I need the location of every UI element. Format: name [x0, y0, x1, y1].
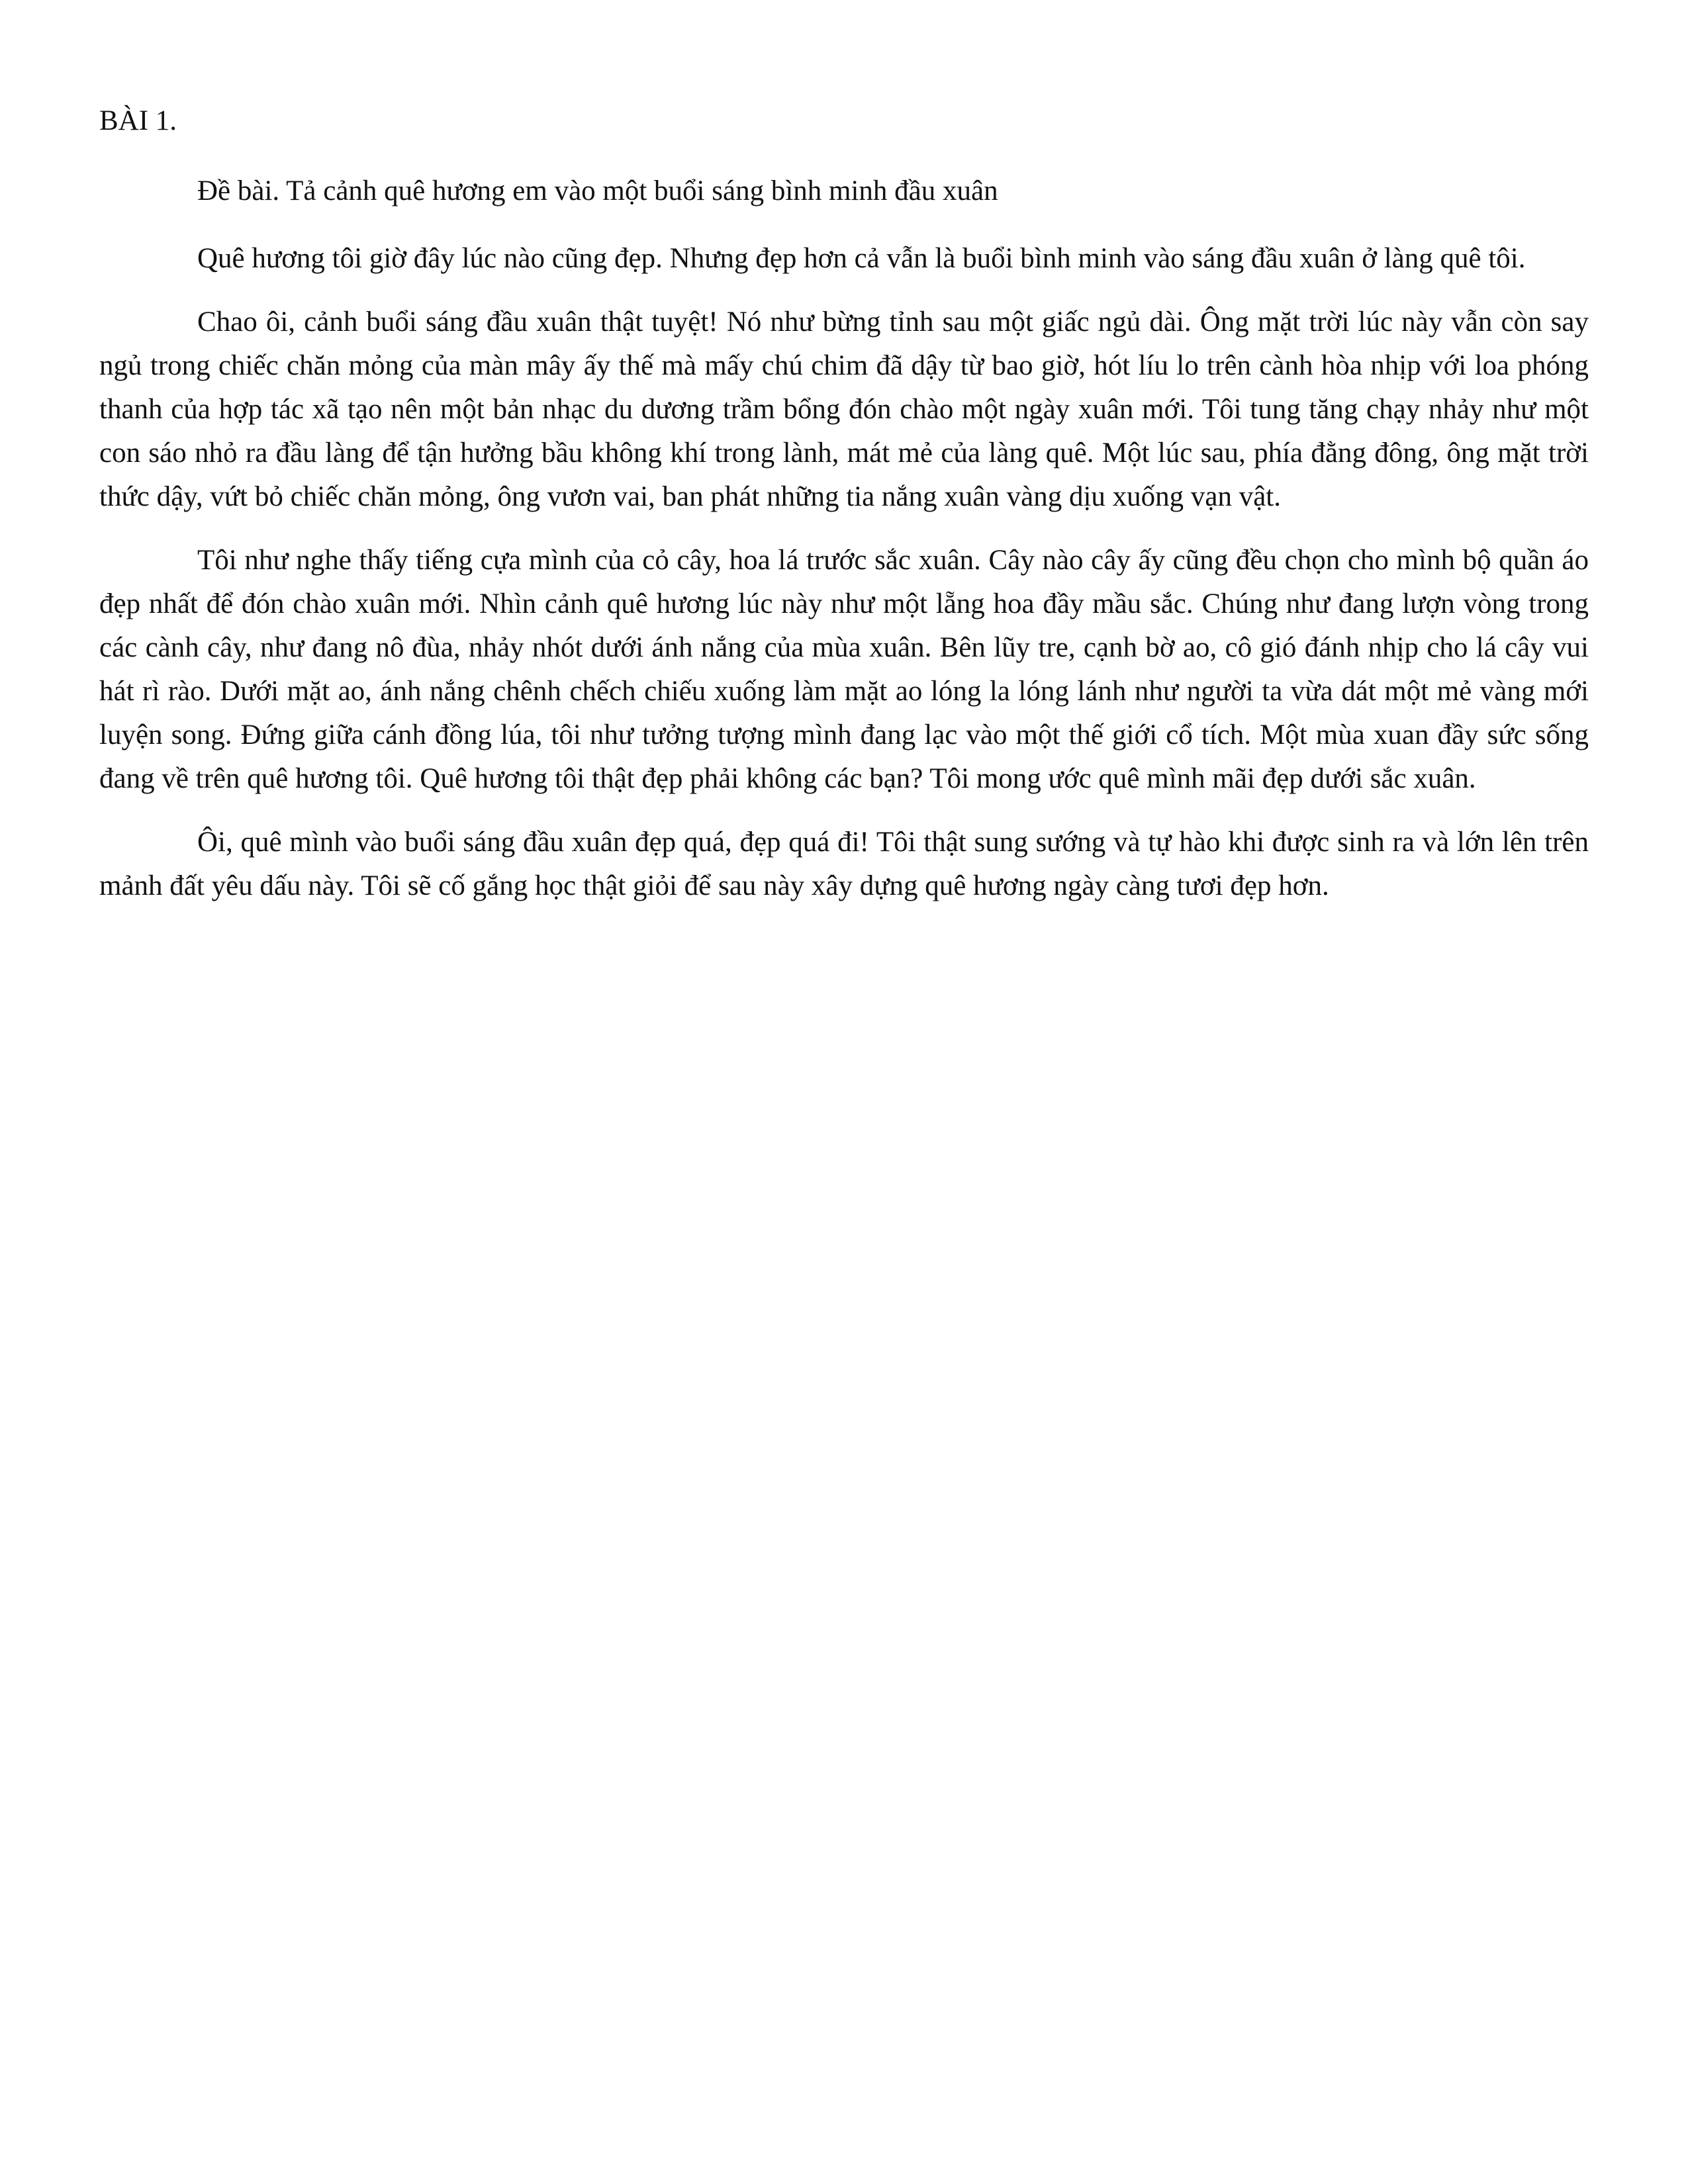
paragraph-intro: Quê hương tôi giờ đây lúc nào cũng đẹp. Nhưng đẹp hơn cả vẫn là buổi bình minh vào sáng đầu xuân ở làng quê tôi. [197, 243, 1526, 274]
document-page [99, 99, 1589, 928]
lesson-heading: BÀI 1. [99, 105, 177, 136]
essay-topic: Đề bài. Tả cảnh quê hương em vào một buổi sáng bình minh đầu xuân [197, 175, 998, 206]
paragraph-conclusion: Ôi, quê mình vào buổi sáng đầu xuân đẹp quá, đẹp quá đi! Tôi thật sung sướng và tự hào khi được sinh ra và lớn lên trên mảnh đất yêu dấu này. Tôi sẽ cố gắng học thật giỏi để sau này xây dựng quê hương ngày càng tươi đẹp hơn. [99, 827, 1589, 901]
paragraph-morning: Chao ôi, cảnh buổi sáng đầu xuân thật tuyệt! Nó như bừng tỉnh sau một giấc ngủ dài. Ông mặt trời lúc này vẫn còn say ngủ trong chiếc chăn mỏng của màn mây ấy thế mà mấy chú chim đã dậy từ bao giờ, hót líu lo trên cành hòa nhịp với loa phóng thanh của hợp tác xã tạo nên một bản nhạc du dương trầm bổng đón chào một ngày xuân mới. Tôi tung tăng chạy nhảy như một con sáo nhỏ ra đầu làng để tận hưởng bầu không khí trong lành, mát mẻ của làng quê. Một lúc sau, phía đằng đông, ông mặt trời thức dậy, vứt bỏ chiếc chăn mỏng, ông vươn vai, ban phát những tia nắng xuân vàng dịu xuống vạn vật. [99, 306, 1589, 512]
paragraph-nature: Tôi như nghe thấy tiếng cựa mình của cỏ cây, hoa lá trước sắc xuân. Cây nào cây ấy cũng đều chọn cho mình bộ quần áo đẹp nhất để đón chào xuân mới. Nhìn cảnh quê hương lúc này như một lẵng hoa đầy mầu sắc. Chúng như đang lượn vòng trong các cành cây, như đang nô đùa, nhảy nhót dưới ánh nắng của mùa xuân. Bên lũy tre, cạnh bờ ao, cô gió đánh nhịp cho lá cây vui hát rì rào. Dưới mặt ao, ánh nắng chênh chếch chiếu xuống làm mặt ao lóng la lóng lánh như người ta vừa dát một mẻ vàng mới luyện song. Đứng giữa cánh đồng lúa, tôi như tưởng tượng mình đang lạc vào một thế giới cổ tích. Một mùa xuan đầy sức sống đang về trên quê hương tôi. Quê hương tôi thật đẹp phải không các bạn? Tôi mong ước quê mình mãi đẹp dưới sắc xuân. [99, 545, 1589, 794]
